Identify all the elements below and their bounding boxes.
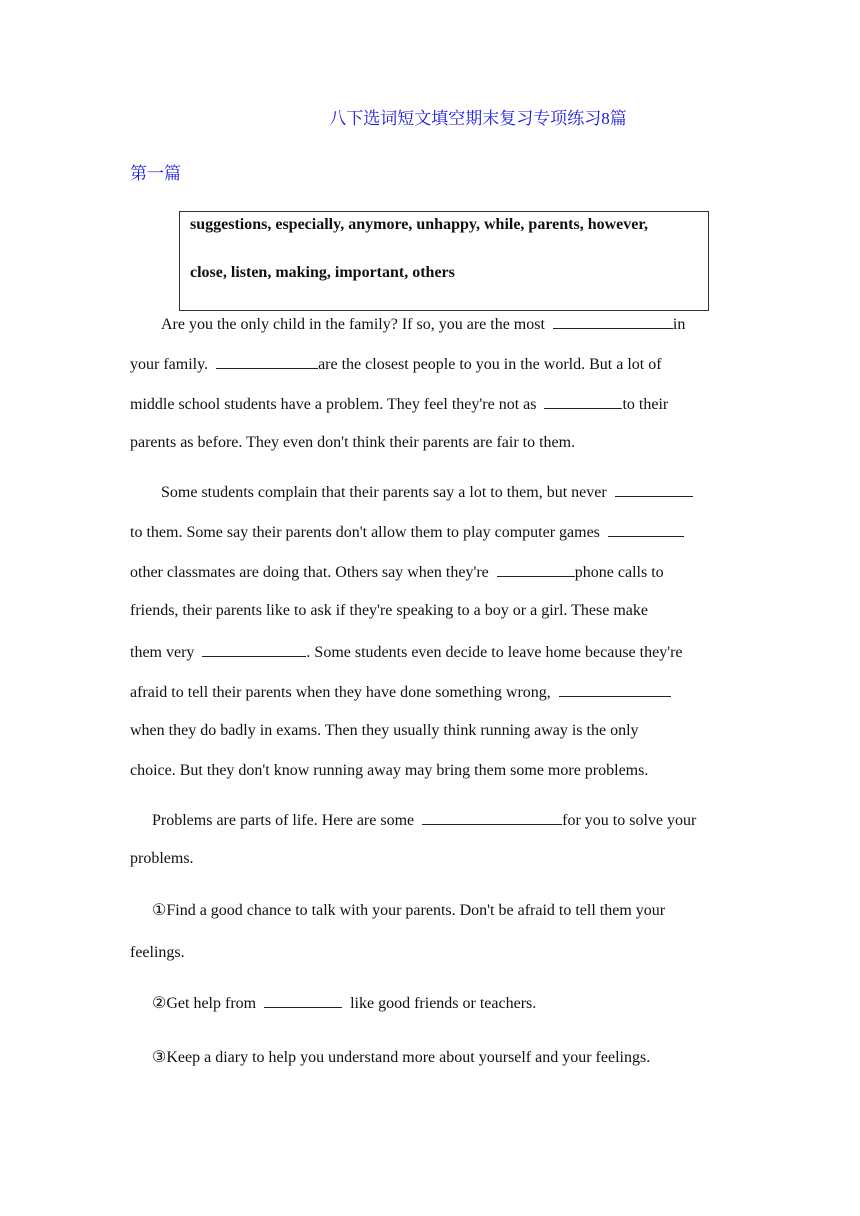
word-bank-line-2: close, listen, making, important, others xyxy=(190,264,455,281)
text: for you to solve your xyxy=(562,812,697,829)
text: . Some students even decide to leave home because they're xyxy=(306,644,683,661)
answer-blank-6[interactable] xyxy=(497,562,575,577)
paragraph-line xyxy=(152,810,752,830)
text: in xyxy=(672,316,686,333)
text: to their xyxy=(622,396,669,413)
paragraph-line xyxy=(130,642,730,662)
document-title: 八下选词短文填空期末复习专项练习8篇 xyxy=(329,109,627,128)
answer-blank-10[interactable] xyxy=(264,993,342,1008)
text: other classmates are doing that. Others say when they're xyxy=(130,564,489,581)
text: afraid to tell their parents when they have done something wrong, xyxy=(130,684,551,701)
word-bank-line-1: suggestions, especially, anymore, unhappy, while, parents, however, xyxy=(190,216,648,233)
paragraph-line xyxy=(130,354,730,374)
text: your family. xyxy=(130,356,209,373)
text: middle school students have a problem. They feel they're not as xyxy=(130,396,537,413)
text: Problems are parts of life. Here are some xyxy=(152,812,415,829)
paragraph-line xyxy=(130,682,730,702)
answer-blank-7[interactable] xyxy=(202,642,306,657)
paragraph-line xyxy=(130,522,730,542)
paragraph-line xyxy=(130,562,730,582)
section-heading: 第一篇 xyxy=(130,164,181,183)
paragraph-line xyxy=(161,482,761,502)
text: Are you the only child in the family? If so, you are the most xyxy=(161,316,545,333)
text: are the closest people to you in the world. But a lot of xyxy=(318,356,662,373)
list-item: ③Keep a diary to help you understand more about yourself and your feelings. xyxy=(152,1049,651,1066)
answer-blank-9[interactable] xyxy=(422,810,562,825)
paragraph-line: choice. But they don't know running away may bring them some more problems. xyxy=(130,762,649,779)
text: to them. Some say their parents don't allow them to play computer games xyxy=(130,524,600,541)
paragraph-line xyxy=(161,314,761,334)
word-bank-box xyxy=(179,211,709,311)
text: ②Get help from xyxy=(152,995,257,1012)
text: them very xyxy=(130,644,195,661)
paragraph-line: problems. xyxy=(130,850,194,867)
paragraph-line: when they do badly in exams. Then they usually think running away is the only xyxy=(130,722,639,739)
list-item-continuation: feelings. xyxy=(130,944,185,961)
paragraph-line xyxy=(130,394,730,414)
answer-blank-1[interactable] xyxy=(553,314,673,329)
answer-blank-4[interactable] xyxy=(615,482,693,497)
answer-blank-8[interactable] xyxy=(559,682,671,697)
list-item xyxy=(152,993,752,1013)
answer-blank-2[interactable] xyxy=(216,354,318,369)
list-item: ①Find a good chance to talk with your parents. Don't be afraid to tell them your xyxy=(152,902,666,919)
text: like good friends or teachers. xyxy=(350,995,537,1012)
paragraph-line: friends, their parents like to ask if they're speaking to a boy or a girl. These make xyxy=(130,602,648,619)
answer-blank-3[interactable] xyxy=(544,394,622,409)
paragraph-line: parents as before. They even don't think their parents are fair to them. xyxy=(130,434,576,451)
text: phone calls to xyxy=(574,564,664,581)
answer-blank-5[interactable] xyxy=(608,522,684,537)
text: Some students complain that their parents say a lot to them, but never xyxy=(161,484,607,501)
